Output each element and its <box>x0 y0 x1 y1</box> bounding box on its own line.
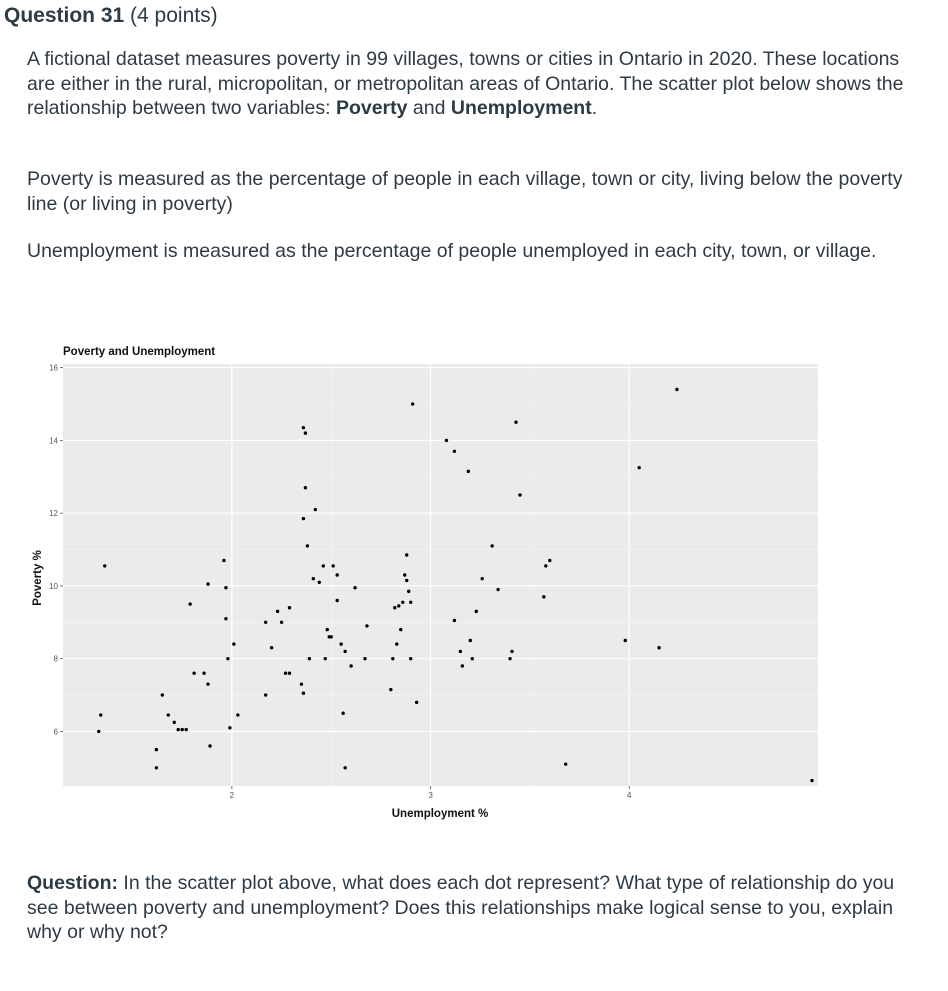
data-point <box>343 650 346 653</box>
data-point <box>184 728 187 731</box>
data-point <box>322 564 325 567</box>
data-point <box>453 619 456 622</box>
y-tick-label: 10 <box>49 581 58 591</box>
data-point <box>407 590 410 593</box>
data-point <box>302 692 305 695</box>
data-point <box>276 610 279 613</box>
data-point <box>459 650 462 653</box>
data-point <box>155 748 158 751</box>
variable-unemployment: Unemployment <box>450 97 592 119</box>
y-tick-label: 12 <box>49 509 58 519</box>
data-point <box>341 712 344 715</box>
data-point <box>471 657 474 660</box>
data-point <box>637 466 640 469</box>
data-point <box>409 657 412 660</box>
data-point <box>395 642 398 645</box>
data-point <box>564 762 567 765</box>
data-point <box>415 701 418 704</box>
data-point <box>314 508 317 511</box>
data-point <box>264 621 267 624</box>
data-point <box>675 388 678 391</box>
intro-paragraph <box>27 47 907 121</box>
data-point <box>206 582 209 585</box>
x-tick-label: 2 <box>229 791 235 800</box>
data-point <box>542 595 545 598</box>
data-point <box>99 713 102 716</box>
data-point <box>167 713 170 716</box>
data-point <box>312 577 315 580</box>
y-tick-label: 8 <box>53 654 58 664</box>
data-point <box>445 439 448 442</box>
data-point <box>363 657 366 660</box>
data-point <box>181 728 184 731</box>
y-tick-label: 6 <box>53 727 58 737</box>
data-point <box>222 559 225 562</box>
data-point <box>288 606 291 609</box>
data-point <box>405 553 408 556</box>
data-point <box>411 402 414 405</box>
intro-period: . <box>591 97 598 119</box>
data-point <box>103 564 106 567</box>
data-point <box>657 646 660 649</box>
chart-x-axis-label: Unemployment % <box>391 808 489 820</box>
data-point <box>624 639 627 642</box>
data-point <box>349 664 352 667</box>
plot-panel <box>63 364 818 786</box>
data-point <box>389 688 392 691</box>
scatter-plot <box>22 338 822 830</box>
data-point <box>302 517 305 520</box>
data-point <box>226 657 229 660</box>
y-tick-label: 16 <box>49 363 58 373</box>
data-point <box>304 486 307 489</box>
data-point <box>365 624 368 627</box>
data-point <box>508 657 511 660</box>
data-point <box>548 559 551 562</box>
data-point <box>405 579 408 582</box>
unemployment-definition: Unemployment is measured as the percentage of people unemployed in each city, town, or village. <box>27 240 877 262</box>
data-point <box>403 573 406 576</box>
data-point <box>270 646 273 649</box>
data-point <box>335 573 338 576</box>
data-point <box>326 628 329 631</box>
data-point <box>401 601 404 604</box>
data-point <box>318 581 321 584</box>
data-point <box>467 470 470 473</box>
data-point <box>232 642 235 645</box>
data-point <box>481 577 484 580</box>
question-header <box>4 4 218 28</box>
data-point <box>308 657 311 660</box>
question-prompt-label: Question: <box>27 872 118 894</box>
data-point <box>544 564 547 567</box>
data-point <box>324 657 327 660</box>
data-point <box>188 602 191 605</box>
data-point <box>192 672 195 675</box>
data-point <box>332 564 335 567</box>
data-point <box>302 426 305 429</box>
variable-poverty: Poverty <box>335 97 408 119</box>
data-point <box>330 635 333 638</box>
intro-text: A fictional dataset measures poverty in 99 villages, towns or cities in Ontario in 2020. These locations are either in the rural, micropolitan, or metropolitan areas of Ontario. The scatter plot below shows the relationship between two variables: <box>27 48 904 119</box>
data-point <box>173 721 176 724</box>
scatter-plot-svg <box>22 338 822 830</box>
data-point <box>155 766 158 769</box>
data-point <box>510 650 513 653</box>
question-prompt-text: In the scatter plot above, what does each dot represent? What type of relationship do you see between poverty and unemployment? Does this relationships make logical sense to you, explain why or why not? <box>27 872 895 943</box>
data-point <box>208 744 211 747</box>
data-point <box>514 421 517 424</box>
data-point <box>206 682 209 685</box>
data-point <box>461 664 464 667</box>
data-point <box>304 431 307 434</box>
data-point <box>397 604 400 607</box>
data-point <box>264 693 267 696</box>
data-point <box>810 779 813 782</box>
question-title: Question 31 <box>4 4 125 27</box>
data-point <box>391 657 394 660</box>
data-point <box>399 628 402 631</box>
data-point <box>280 621 283 624</box>
question-prompt <box>27 871 907 945</box>
data-point <box>453 450 456 453</box>
data-point <box>335 599 338 602</box>
x-tick-label: 4 <box>627 791 632 800</box>
data-point <box>353 586 356 589</box>
data-point <box>224 586 227 589</box>
data-point <box>224 617 227 620</box>
intro-and: and <box>407 97 451 119</box>
data-point <box>343 766 346 769</box>
data-point <box>490 544 493 547</box>
data-point <box>306 544 309 547</box>
data-point <box>236 713 239 716</box>
data-point <box>469 639 472 642</box>
chart-y-axis-label: Poverty % <box>32 550 44 606</box>
data-point <box>228 726 231 729</box>
data-point <box>97 730 100 733</box>
chart-title: Poverty and Unemployment <box>63 346 216 358</box>
data-point <box>409 601 412 604</box>
data-point <box>202 672 205 675</box>
data-point <box>177 728 180 731</box>
x-tick-label: 3 <box>428 791 433 800</box>
data-point <box>339 642 342 645</box>
y-tick-label: 14 <box>49 436 58 446</box>
data-point <box>161 693 164 696</box>
question-points: (4 points) <box>130 4 218 27</box>
poverty-definition: Poverty is measured as the percentage of people in each village, town or city, living below the poverty line (or living in poverty) <box>27 168 903 215</box>
data-point <box>475 610 478 613</box>
data-point <box>288 672 291 675</box>
data-point <box>300 682 303 685</box>
data-point <box>284 672 287 675</box>
data-point <box>518 493 521 496</box>
data-point <box>393 606 396 609</box>
data-point <box>496 588 499 591</box>
